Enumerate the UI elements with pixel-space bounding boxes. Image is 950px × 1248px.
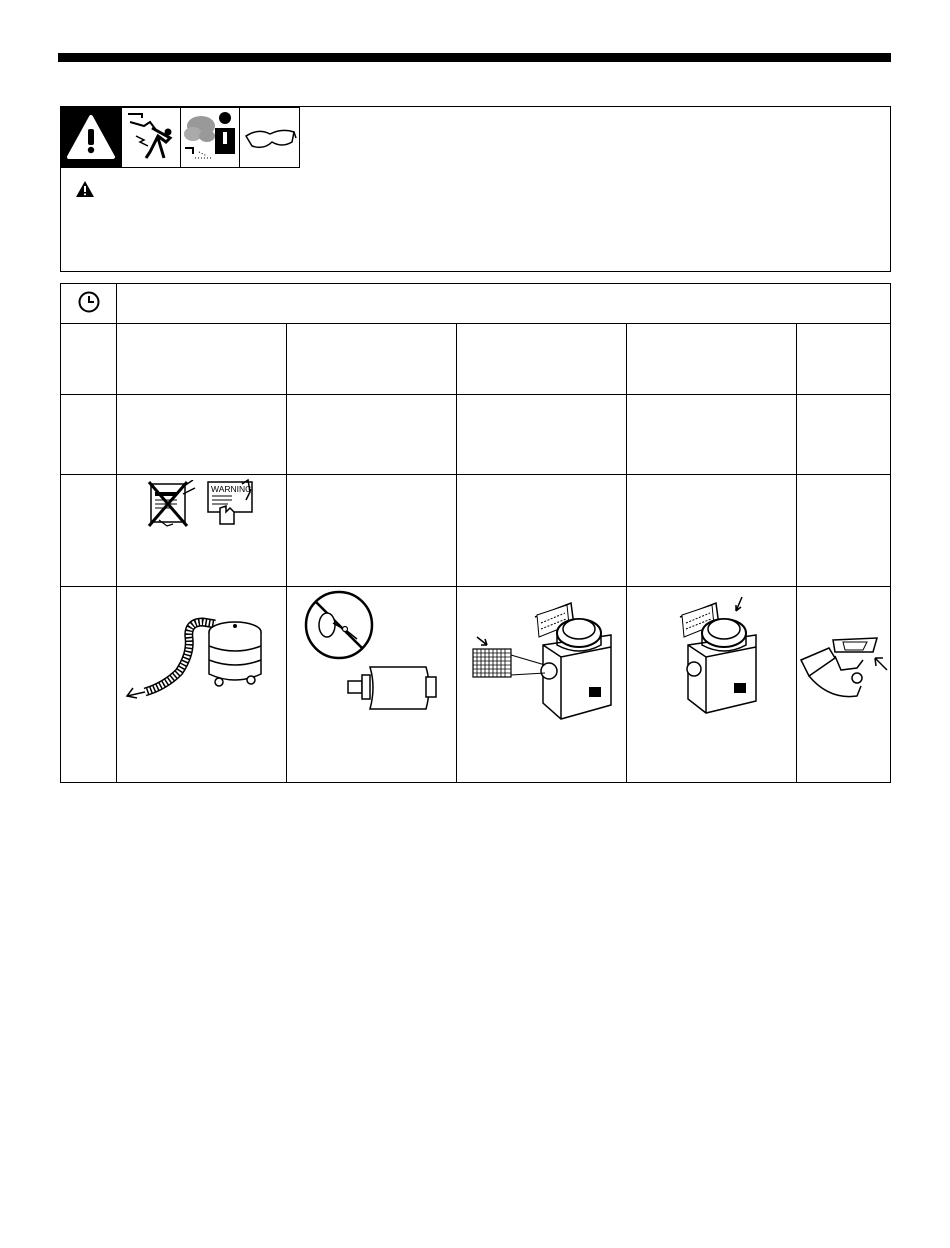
column-divider [796, 323, 797, 782]
column-divider [456, 323, 457, 782]
warning-label-text: WARNING [211, 484, 252, 494]
column-divider [116, 284, 117, 782]
warning-label-icon [206, 478, 258, 532]
motor-icon [346, 659, 456, 719]
filter-screen-icon [471, 595, 621, 725]
row-divider [61, 394, 890, 395]
warning-panel [60, 106, 891, 272]
fumes-icon [180, 107, 240, 168]
column-divider [626, 323, 627, 782]
maintenance-table [60, 283, 891, 783]
clock-icon [78, 291, 100, 313]
vacuum-cleaner-icon [123, 602, 273, 702]
no-wire-brush-icon [301, 589, 381, 661]
safety-glasses-icon [239, 107, 300, 168]
top-rule [58, 53, 891, 62]
row-divider [61, 586, 890, 587]
warning-triangle-icon [61, 107, 121, 168]
gasket-ring-icon [666, 595, 761, 715]
column-divider [286, 323, 287, 782]
row-divider [61, 323, 890, 324]
torch-hinge-icon [799, 634, 891, 704]
replace-label-icon [141, 480, 203, 532]
electric-shock-icon [121, 107, 181, 168]
warning-small-icon [75, 180, 95, 198]
row-divider [61, 474, 890, 475]
